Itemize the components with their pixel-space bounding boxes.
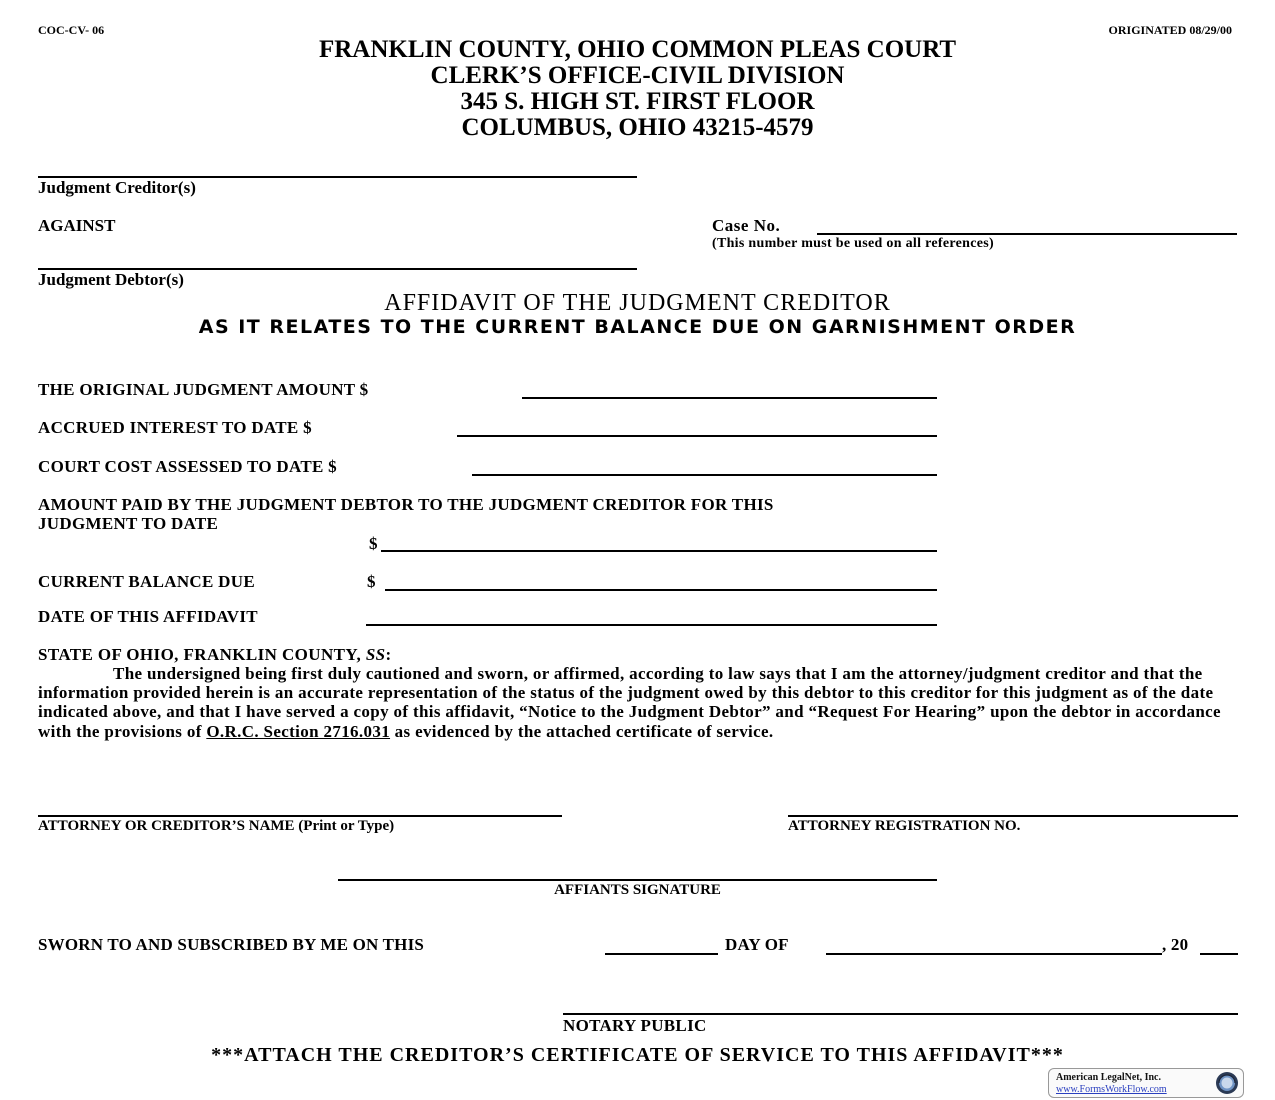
oath-statement: [38, 664, 1238, 741]
clerk-office: CLERK’S OFFICE-CIVIL DIVISION: [430, 62, 845, 89]
affidavit-date-field[interactable]: [366, 624, 937, 626]
current-balance-field[interactable]: [385, 589, 937, 591]
amount-paid-label-line1: AMOUNT PAID BY THE JUDGMENT DEBTOR TO THE JUDGMENT CREDITOR FOR THIS: [38, 495, 774, 514]
oath-text-part2: as evidenced by the attached certificate of service.: [390, 721, 774, 741]
registration-no-line[interactable]: [788, 815, 1238, 817]
notary-signature-line[interactable]: [563, 1013, 1238, 1015]
affidavit-subtitle: AS IT RELATES TO THE CURRENT BALANCE DUE ON GARNISHMENT ORDER: [198, 316, 1077, 338]
case-no-note: (This number must be used on all references): [712, 236, 994, 251]
sworn-year-field[interactable]: [1200, 953, 1238, 955]
notary-public-label: NOTARY PUBLIC: [563, 1016, 707, 1035]
affiant-signature-label: AFFIANTS SIGNATURE: [554, 882, 721, 898]
current-balance-currency: $: [367, 572, 376, 591]
court-street-address: 345 S. HIGH ST. FIRST FLOOR: [460, 88, 815, 115]
american-legalnet-logo[interactable]: [1048, 1068, 1244, 1098]
amount-paid-currency: $: [369, 534, 378, 553]
judgment-creditor-label: Judgment Creditor(s): [38, 178, 196, 197]
venue-ss: SS: [365, 645, 386, 664]
sworn-month-field[interactable]: [826, 953, 1162, 955]
affidavit-title: AFFIDAVIT OF THE JUDGMENT CREDITOR: [384, 290, 891, 316]
venue-colon: :: [385, 645, 392, 664]
court-city-address: COLUMBUS, OHIO 43215-4579: [461, 114, 814, 141]
affiant-signature-line[interactable]: [338, 879, 937, 881]
against-label: AGAINST: [38, 216, 116, 235]
case-no-label: Case No.: [712, 216, 781, 235]
current-balance-label: CURRENT BALANCE DUE: [38, 572, 255, 591]
venue-heading-text: STATE OF OHIO, FRANKLIN COUNTY,: [38, 645, 366, 664]
originated-date: ORIGINATED 08/29/00: [1108, 23, 1232, 37]
judgment-debtor-label: Judgment Debtor(s): [38, 270, 184, 289]
attorney-name-label: ATTORNEY OR CREDITOR’S NAME (Print or Type): [38, 818, 395, 834]
accrued-interest-label: ACCRUED INTEREST TO DATE $: [38, 418, 312, 437]
year-prefix-label: , 20: [1162, 935, 1189, 954]
court-cost-field[interactable]: [472, 474, 937, 476]
attach-certificate-note: ***ATTACH THE CREDITOR’S CERTIFICATE OF SERVICE TO THIS AFFIDAVIT***: [211, 1044, 1064, 1066]
registration-no-label: ATTORNEY REGISTRATION NO.: [788, 818, 1021, 834]
case-no-field[interactable]: [817, 233, 1237, 235]
sworn-day-field[interactable]: [605, 953, 718, 955]
court-name: FRANKLIN COUNTY, OHIO COMMON PLEAS COURT: [318, 36, 957, 63]
sworn-prefix: SWORN TO AND SUBSCRIBED BY ME ON THIS: [38, 935, 425, 954]
amount-paid-field[interactable]: [381, 550, 937, 552]
logo-company-name: American LegalNet, Inc.: [1056, 1072, 1161, 1083]
globe-icon: [1215, 1071, 1239, 1095]
logo-website-link[interactable]: www.FormsWorkFlow.com: [1056, 1084, 1167, 1095]
amount-paid-label-line2: JUDGMENT TO DATE: [38, 514, 219, 533]
day-of-label: DAY OF: [725, 935, 789, 954]
oath-text-part1: The undersigned being first duly cautioned and sworn, or affirmed, according to law says that I am the attorney/judgment creditor and that the information provided herein is an accurate representation of the status of the judgment owed by this debtor to this creditor for this judgment as of the date indicated above, and that I have served a copy of this affidavit, “Notice to the Judgment Debtor” and “Request For Hearing” upon the debtor in accordance with the provisions of: [38, 664, 1221, 741]
original-judgment-label: THE ORIGINAL JUDGMENT AMOUNT $: [38, 380, 369, 399]
affidavit-date-label: DATE OF THIS AFFIDAVIT: [38, 607, 258, 626]
statute-reference: O.R.C. Section 2716.031: [206, 721, 391, 741]
sworn-statement: [38, 935, 424, 955]
attorney-name-line[interactable]: [38, 815, 562, 817]
court-cost-label: COURT COST ASSESSED TO DATE $: [38, 457, 337, 476]
venue-heading: [38, 645, 392, 665]
form-code: COC-CV- 06: [38, 23, 105, 37]
accrued-interest-field[interactable]: [457, 435, 937, 437]
original-judgment-field[interactable]: [522, 397, 937, 399]
